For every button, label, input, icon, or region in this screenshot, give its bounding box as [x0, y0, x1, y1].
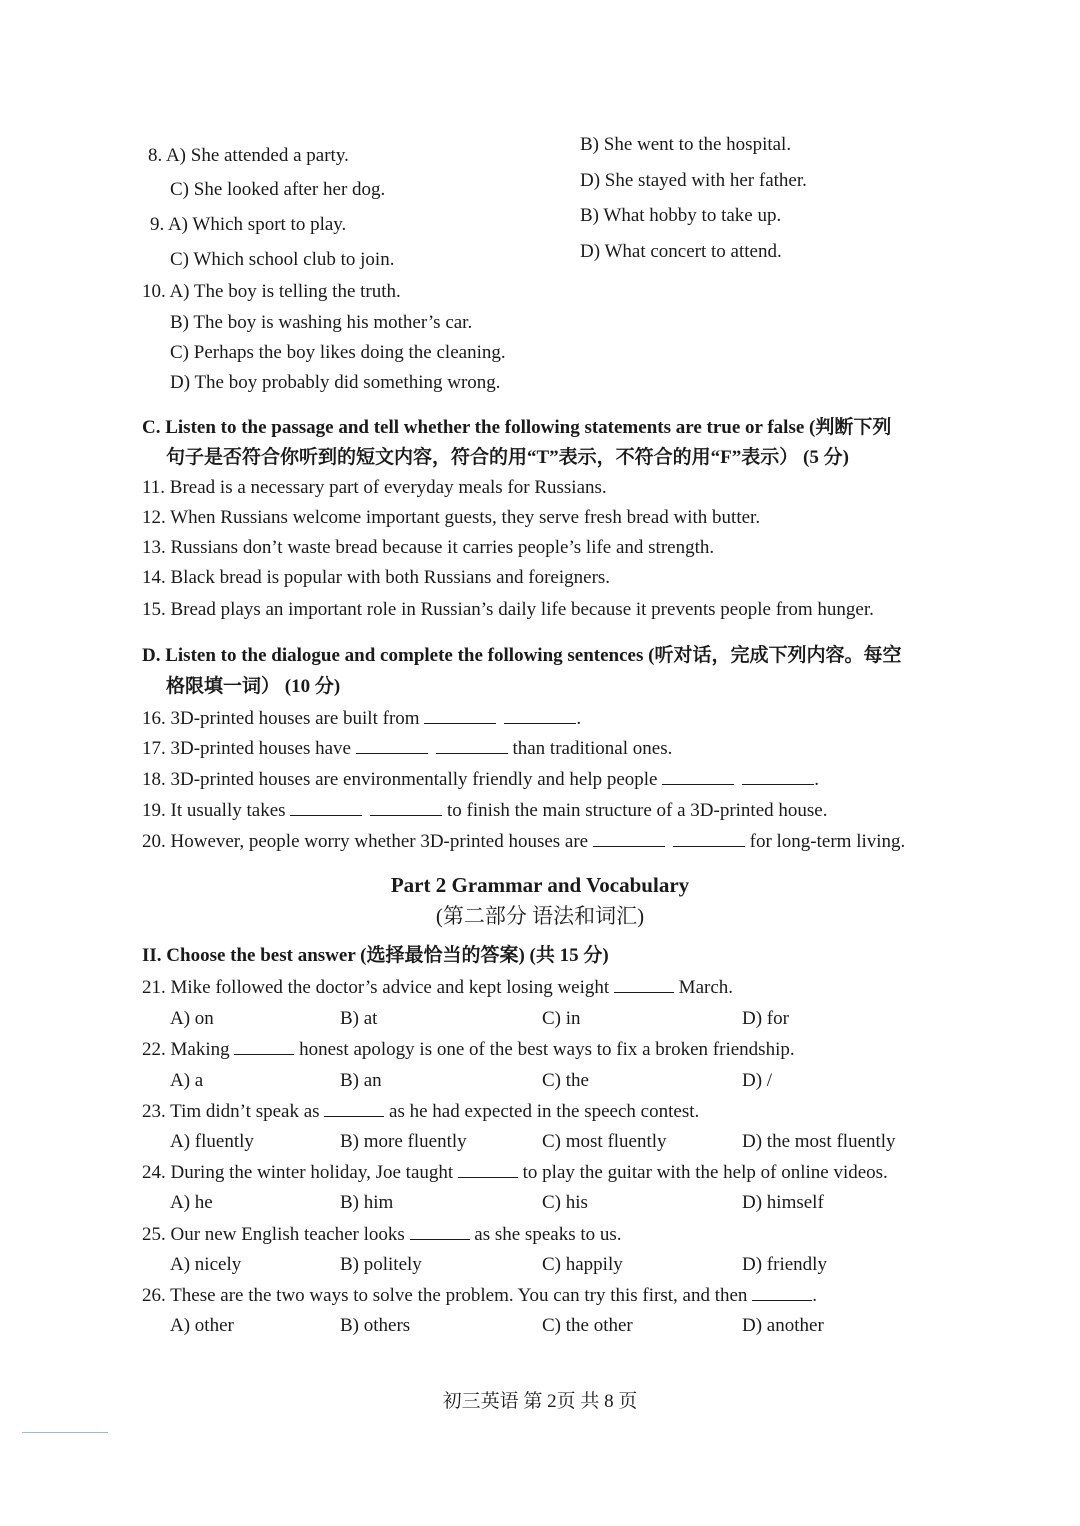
q22-option-c[interactable]: C) the — [542, 1070, 589, 1091]
q9-option-b: B) What hobby to take up. — [580, 205, 782, 226]
q21-option-a[interactable]: A) on — [170, 1008, 214, 1029]
q24-option-b[interactable]: B) him — [340, 1192, 394, 1213]
q24-option-d[interactable]: D) himself — [742, 1192, 824, 1213]
statement-12: 12. When Russians welcome important guests, they serve fresh bread with butter. — [142, 507, 761, 528]
q26-option-d[interactable]: D) another — [742, 1315, 824, 1336]
blank-23[interactable] — [324, 1099, 384, 1117]
q8-option-c: C) She looked after her dog. — [170, 179, 386, 200]
q26-option-b[interactable]: B) others — [340, 1315, 411, 1336]
blank-24[interactable] — [458, 1160, 518, 1178]
question-25: 25. Our new English teacher looks as she speaks to us. — [142, 1224, 622, 1245]
section-d-heading-line1: D. Listen to the dialogue and complete the following sentences (听对话，完成下列内容。每空 — [142, 645, 902, 666]
blank-20a[interactable] — [593, 829, 665, 847]
question-22: 22. Making honest apology is one of the best ways to fix a broken friendship. — [142, 1039, 795, 1060]
statement-15: 15. Bread plays an important role in Russian’s daily life because it prevents people from hunger. — [142, 599, 874, 620]
q8-option-d: D) She stayed with her father. — [580, 170, 807, 191]
q10-option-c: C) Perhaps the boy likes doing the cleaning. — [170, 342, 506, 363]
blank-19b[interactable] — [370, 798, 442, 816]
fill-sentence-17: 17. 3D-printed houses have than traditional ones. — [142, 738, 673, 759]
question-26: 26. These are the two ways to solve the problem. You can try this first, and then . — [142, 1285, 817, 1306]
q24-option-a[interactable]: A) he — [170, 1192, 213, 1213]
blank-19a[interactable] — [290, 798, 362, 816]
section-d-heading-line2: 格限填一词） (10 分) — [166, 676, 341, 697]
q23-option-b[interactable]: B) more fluently — [340, 1131, 467, 1152]
q24-option-c[interactable]: C) his — [542, 1192, 588, 1213]
q23-option-a[interactable]: A) fluently — [170, 1131, 254, 1152]
q26-option-a[interactable]: A) other — [170, 1315, 234, 1336]
page-footer: 初三英语 第 2页 共 8 页 — [442, 1391, 638, 1412]
q9-option-d: D) What concert to attend. — [580, 241, 782, 262]
blank-17b[interactable] — [436, 736, 508, 754]
q10-option-d: D) The boy probably did something wrong. — [170, 372, 501, 393]
blank-16b[interactable] — [504, 706, 576, 724]
section-c-heading-line2: 句子是否符合你听到的短文内容，符合的用“T”表示，不符合的用“F”表示） (5 分) — [166, 447, 849, 468]
corner-rule — [22, 1432, 108, 1433]
q21-option-b[interactable]: B) at — [340, 1008, 378, 1029]
blank-20b[interactable] — [673, 829, 745, 847]
q10-option-b: B) The boy is washing his mother’s car. — [170, 312, 473, 333]
blank-26[interactable] — [752, 1283, 812, 1301]
question-24: 24. During the winter holiday, Joe taught to play the guitar with the help of online videos. — [142, 1162, 888, 1183]
question-21: 21. Mike followed the doctor’s advice and kept losing weight March. — [142, 977, 734, 998]
fill-sentence-19: 19. It usually takes to finish the main structure of a 3D-printed house. — [142, 800, 828, 821]
q22-option-d[interactable]: D) / — [742, 1070, 773, 1091]
fill-sentence-18: 18. 3D-printed houses are environmentally friendly and help people . — [142, 769, 819, 790]
q23-option-c[interactable]: C) most fluently — [542, 1131, 667, 1152]
statement-11: 11. Bread is a necessary part of everyday meals for Russians. — [142, 477, 607, 498]
q8-option-a: 8. A) She attended a party. — [148, 145, 349, 166]
q25-option-b[interactable]: B) politely — [340, 1254, 422, 1275]
question-23: 23. Tim didn’t speak as as he had expected in the speech contest. — [142, 1101, 700, 1122]
blank-22[interactable] — [234, 1037, 294, 1055]
q21-option-c[interactable]: C) in — [542, 1008, 581, 1029]
q22-option-b[interactable]: B) an — [340, 1070, 382, 1091]
section-c-heading-line1: C. Listen to the passage and tell whether the following statements are true or false (判断下列 — [142, 417, 892, 438]
fill-sentence-20: 20. However, people worry whether 3D-printed houses are for long-term living. — [142, 831, 906, 852]
q21-option-d[interactable]: D) for — [742, 1008, 789, 1029]
q25-option-c[interactable]: C) happily — [542, 1254, 623, 1275]
blank-17a[interactable] — [356, 736, 428, 754]
blank-16a[interactable] — [424, 706, 496, 724]
q9-option-a: 9. A) Which sport to play. — [150, 214, 347, 235]
statement-14: 14. Black bread is popular with both Russians and foreigners. — [142, 567, 611, 588]
q9-option-c: C) Which school club to join. — [170, 249, 395, 270]
blank-18a[interactable] — [662, 767, 734, 785]
part2-title: Part 2 Grammar and Vocabulary — [390, 873, 690, 897]
q8-option-b: B) She went to the hospital. — [580, 134, 792, 155]
q25-option-a[interactable]: A) nicely — [170, 1254, 242, 1275]
section-ii-heading: II. Choose the best answer (选择最恰当的答案) (共 15 分) — [142, 945, 609, 966]
part2-subtitle: (第二部分 语法和词汇) — [435, 904, 645, 928]
blank-18b[interactable] — [742, 767, 814, 785]
q10-option-a: 10. A) The boy is telling the truth. — [142, 281, 401, 302]
blank-21[interactable] — [614, 975, 674, 993]
fill-sentence-16: 16. 3D-printed houses are built from . — [142, 708, 582, 729]
statement-13: 13. Russians don’t waste bread because it carries people’s life and strength. — [142, 537, 715, 558]
q23-option-d[interactable]: D) the most fluently — [742, 1131, 896, 1152]
blank-25[interactable] — [410, 1222, 470, 1240]
q26-option-c[interactable]: C) the other — [542, 1315, 633, 1336]
q22-option-a[interactable]: A) a — [170, 1070, 204, 1091]
q25-option-d[interactable]: D) friendly — [742, 1254, 827, 1275]
